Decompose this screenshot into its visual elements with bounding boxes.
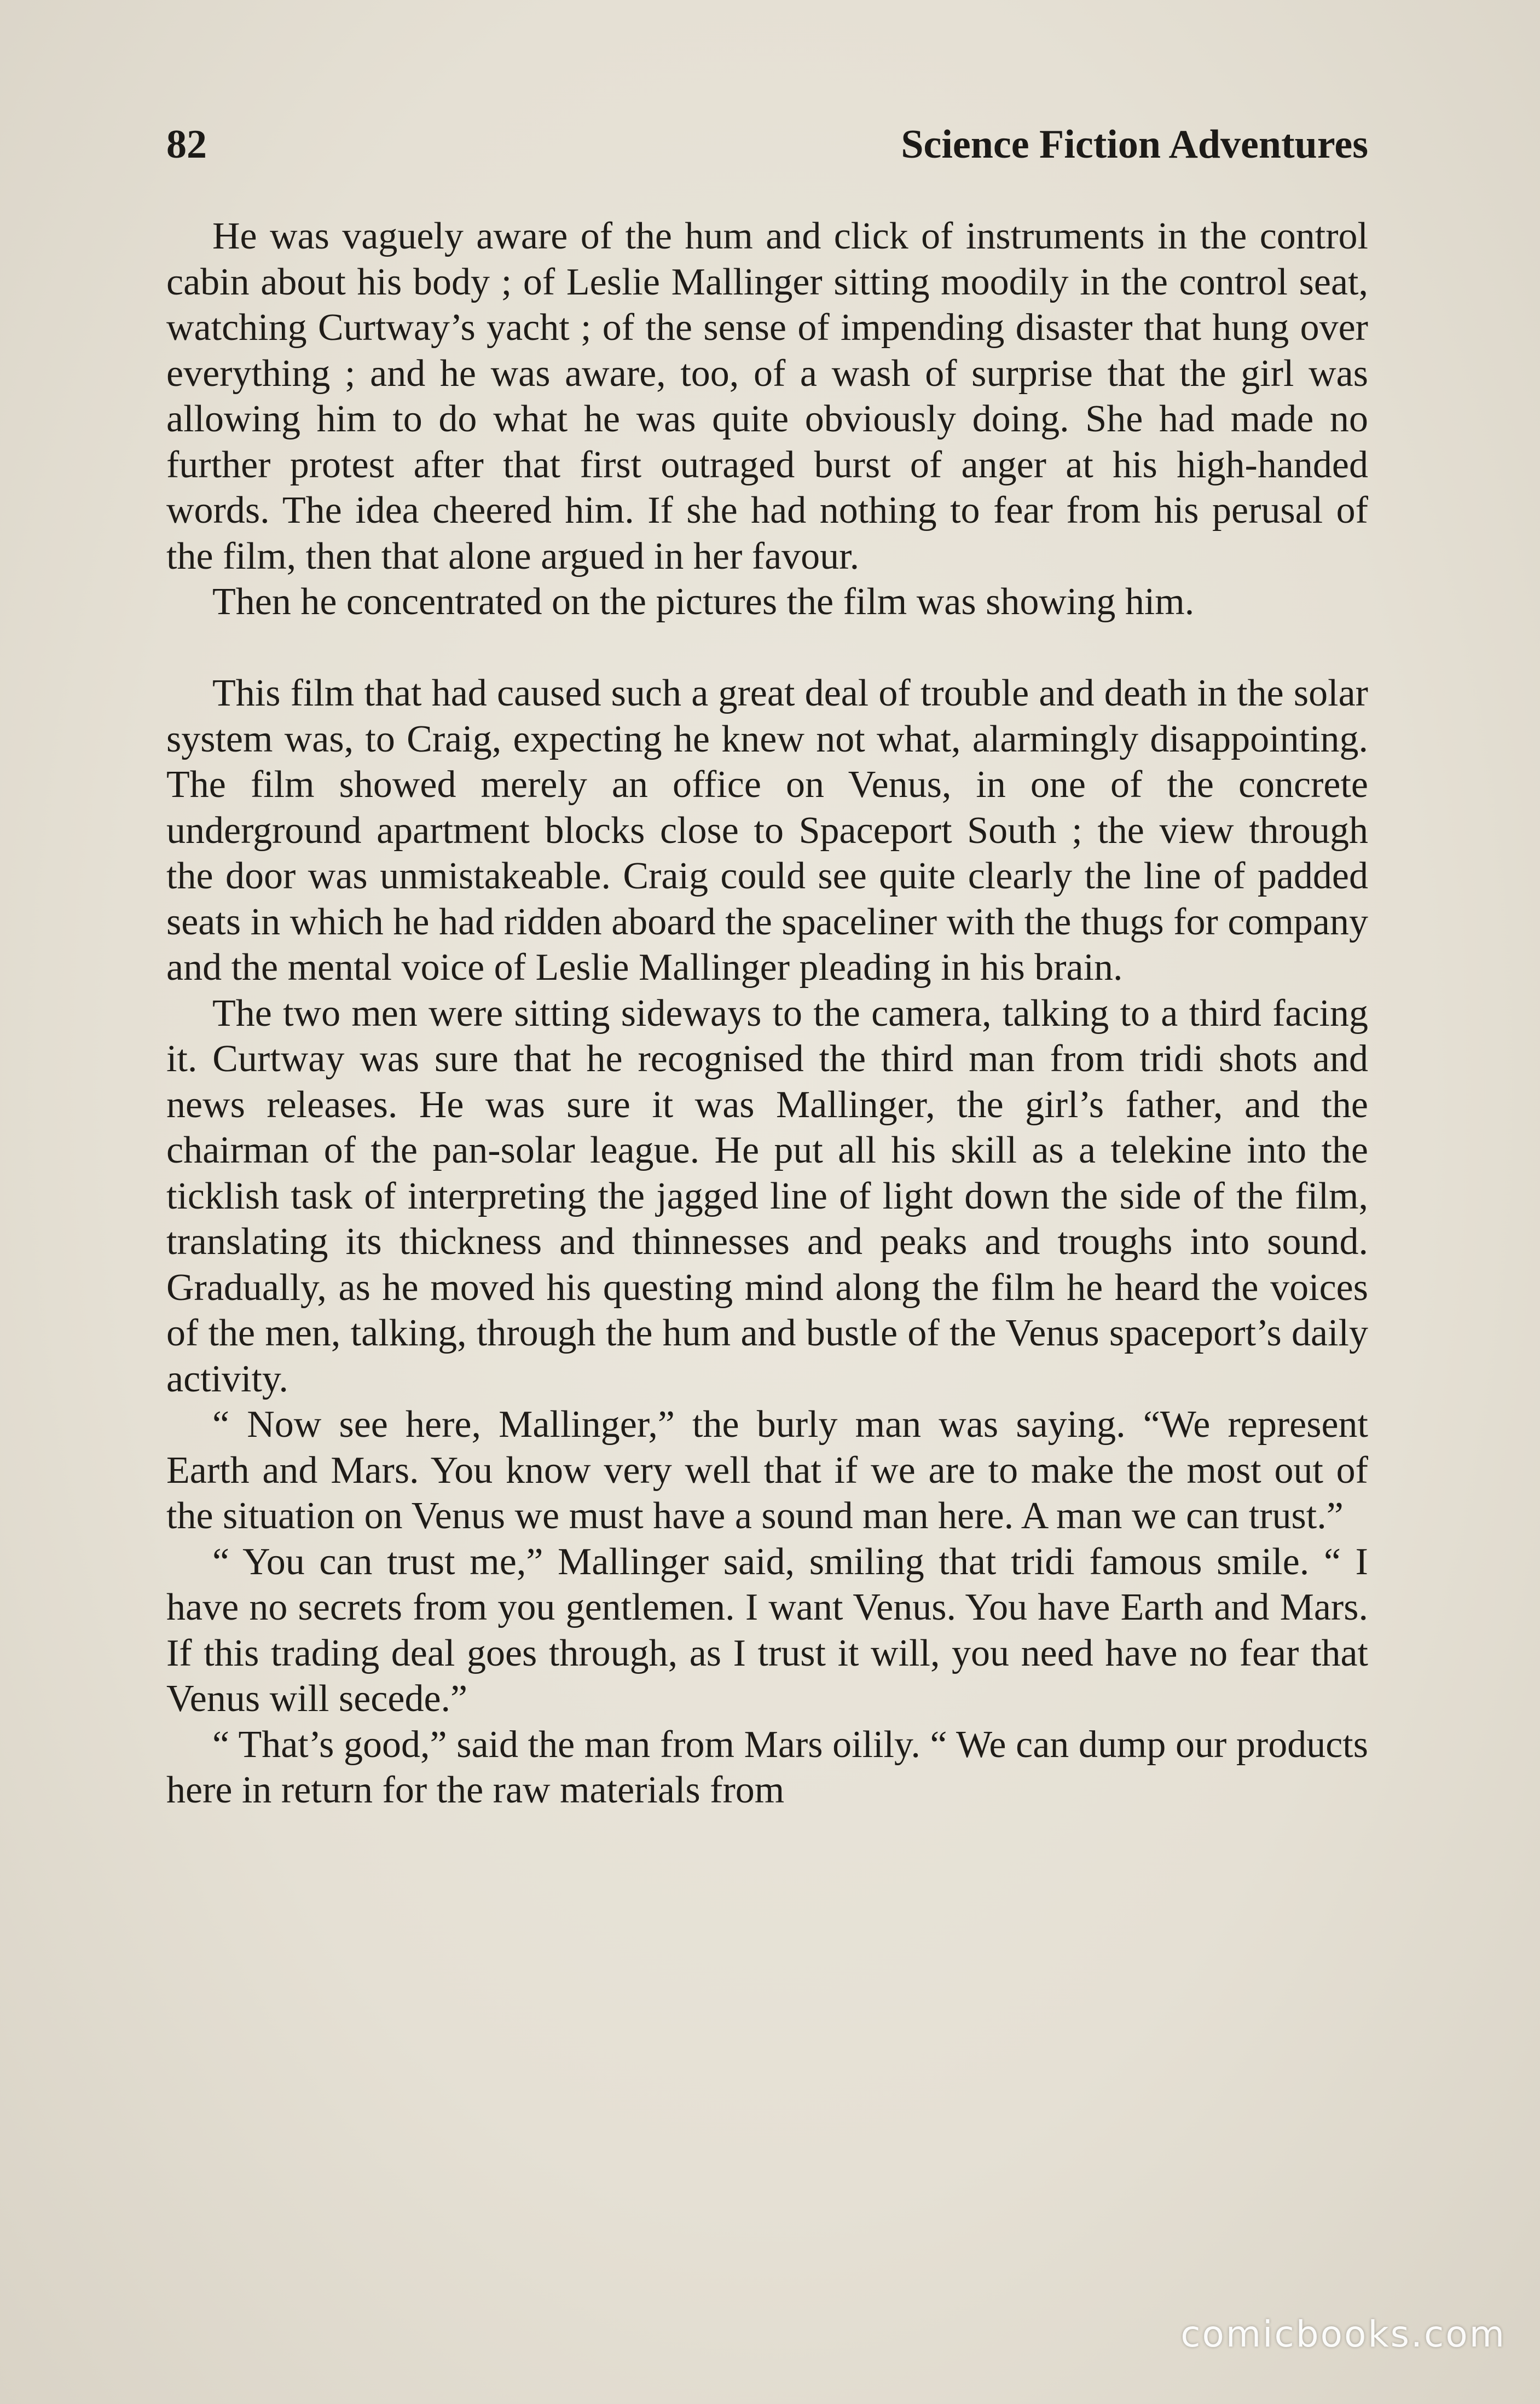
paragraph: “ Now see here, Mallinger,” the burly man was saying. “We represent Earth and Mars. You know very well that if we are to make the most out of the situation on Venus we must have a sound man here. A man we can trust.” bbox=[166, 1403, 1368, 1537]
paragraph: “ You can trust me,” Mallinger said, smiling that tridi famous smile. “ I have no secrets from you gentlemen. I want Venus. You have Earth and Mars. If this trading deal goes through, as I trust it will, you need have no fear that Venus will secede.” bbox=[166, 1540, 1368, 1720]
paragraph: This film that had caused such a great deal of trouble and death in the solar system was, to Craig, expecting he knew not what, alarmingly disappointing. The film showed merely an office on Venus, in one of the concrete underground apartment blocks close to Spaceport South ; the view through the door was unmistakeable. Craig could see quite clearly the line of padded seats in which he had ridden aboard the spaceliner with the thugs for company and the mental voice of Leslie Mallinger pleading in his brain. bbox=[166, 672, 1368, 989]
paragraph: The two men were sitting sideways to the camera, talking to a third facing it. Curtway was sure that he recognised the third man from tridi shots and news releases. He was sure it was Mallinger, the girl’s father, and the chairman of the pan-solar league. He put all his skill as a telekine into the ticklish task of interpreting the jagged line of light down the side of the film, translating its thickness and thinnesses and peaks and troughs into sound. Gradually, as he moved his questing mind along the film he heard the voices of the men, talking, through the hum and bustle of the Venus spaceport’s daily activity. bbox=[166, 992, 1368, 1400]
paragraph: He was vaguely aware of the hum and click of instruments in the control cabin about his body ; of Leslie Mallinger sitting moodily in the control seat, watching Curtway’s yacht ; of the sense of impending disaster that hung over everything ; and he was aware, too, of a wash of surprise that the girl was allowing him to do what he was quite obviously doing. She had made no further protest after that first outraged burst of anger at his high-handed words. The idea cheered him. If she had nothing to fear from his perusal of the film, then that alone argued in her favour. bbox=[166, 215, 1368, 577]
watermark: comicbooks.com bbox=[1180, 2313, 1506, 2355]
paragraph: “ That’s good,” said the man from Mars oilily. “ We can dump our products here in return for the raw materials from bbox=[166, 1723, 1368, 1811]
running-head bbox=[166, 122, 1368, 176]
publication-title: Science Fiction Adventures bbox=[901, 122, 1368, 167]
paragraph: Then he concentrated on the pictures the film was showing him. bbox=[212, 581, 1195, 623]
body-text bbox=[166, 213, 1368, 1813]
page-number: 82 bbox=[166, 122, 207, 167]
